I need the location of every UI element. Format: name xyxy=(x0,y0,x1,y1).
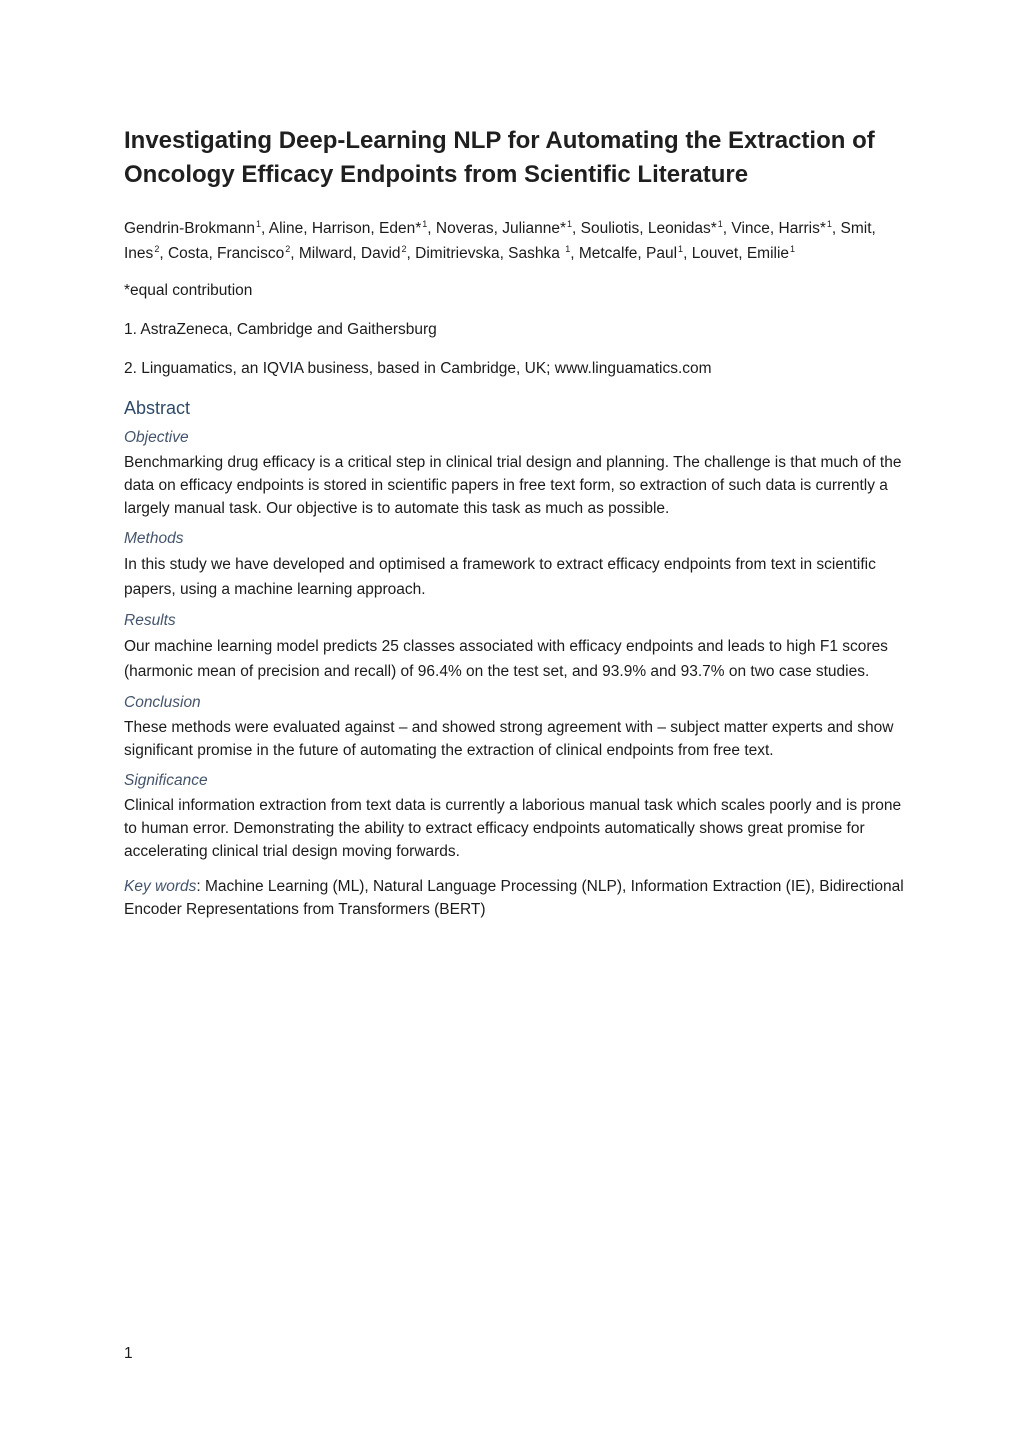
author-affiliation-mark: 2 xyxy=(285,244,291,254)
significance-text: Clinical information extraction from text data is currently a laborious manual task which scales poorly and is prone to human error. Demonstrating the ability to extract efficacy endpoints automatically shows great promise for accelerating clinical trial design moving forwards. xyxy=(124,797,902,860)
author-separator: , Aline, xyxy=(260,220,312,237)
author-affiliation-mark: 1 xyxy=(422,219,428,229)
conclusion-heading: Conclusion xyxy=(124,694,201,711)
paper-page xyxy=(124,124,904,921)
author-name: Milward, David xyxy=(298,245,401,262)
methods-heading: Methods xyxy=(124,530,184,547)
author-separator: , xyxy=(406,245,416,262)
author-name: Metcalfe, Paul xyxy=(578,245,678,262)
keywords-text: : Machine Learning (ML), Natural Language Processing (NLP), Information Extraction (IE), Bidirectional Encoder Representations from Transformers (BERT) xyxy=(124,878,904,918)
affiliation-1: 1. AstraZeneca, Cambridge and Gaithersburg xyxy=(124,321,437,338)
author-name: Noveras, Julianne* xyxy=(435,220,566,237)
objective-text: Benchmarking drug efficacy is a critical step in clinical trial design and planning. The challenge is that much of the data on efficacy endpoints is stored in scientific papers in free text form, so extraction of such data is currently a largely manual task. Our objective is to automate this task as much as possible. xyxy=(124,454,902,517)
author-name: Gendrin-Brokmann xyxy=(124,220,255,237)
author-name: Louvet, Emilie xyxy=(691,245,790,262)
keywords xyxy=(124,875,904,921)
conclusion-text: These methods were evaluated against – and showed strong agreement with – subject matter experts and show significant promise in the future of automating the extraction of clinical endpoints from free text. xyxy=(124,719,894,759)
author-affiliation-mark: 1 xyxy=(565,244,571,254)
author-list xyxy=(124,216,904,266)
methods-text: In this study we have developed and optimised a framework to extract efficacy endpoints from text in scientific papers, using a machine learning approach. xyxy=(124,556,876,598)
author-affiliation-mark: 1 xyxy=(790,244,796,254)
author-separator: , xyxy=(572,220,581,237)
author-separator: , xyxy=(290,245,299,262)
author-separator: , xyxy=(427,220,436,237)
abstract-heading: Abstract xyxy=(124,398,191,418)
author-name: Harrison, Eden* xyxy=(311,220,422,237)
author-name: Souliotis, Leonidas* xyxy=(580,220,717,237)
page-number: 1 xyxy=(124,1345,133,1362)
author-separator: , xyxy=(722,220,732,237)
author-separator: , xyxy=(570,245,579,262)
author-affiliation-mark: 1 xyxy=(566,219,572,229)
author-affiliation-mark: 2 xyxy=(154,244,160,254)
author-name: Dimitrievska, Sashka xyxy=(415,245,565,262)
affiliation-2: 2. Linguamatics, an IQVIA business, based in Cambridge, UK; www.linguamatics.com xyxy=(124,360,712,377)
significance-heading: Significance xyxy=(124,772,208,789)
author-affiliation-mark: 1 xyxy=(255,219,261,229)
objective-heading: Objective xyxy=(124,429,189,446)
paper-title: Investigating Deep-Learning NLP for Automating the Extraction of Oncology Efficacy Endpoints from Scientific Literature xyxy=(124,127,875,188)
author-separator: , xyxy=(683,245,692,262)
author-name: Smit, Ines xyxy=(124,220,876,262)
author-separator: , xyxy=(831,220,841,237)
author-affiliation-mark: 1 xyxy=(826,219,832,229)
results-text: Our machine learning model predicts 25 classes associated with efficacy endpoints and leads to high F1 scores (harmonic mean of precision and recall) of 96.4% on the test set, and 93.9% and 93.7% on two case studies. xyxy=(124,638,888,680)
keywords-label: Key words xyxy=(124,878,197,895)
results-heading: Results xyxy=(124,612,176,629)
author-affiliation-mark: 1 xyxy=(717,219,723,229)
author-affiliation-mark: 1 xyxy=(678,244,684,254)
author-affiliation-mark: 2 xyxy=(401,244,407,254)
equal-contribution-note: *equal contribution xyxy=(124,282,253,299)
author-name: Vince, Harris* xyxy=(731,220,826,237)
author-name: Costa, Francisco xyxy=(167,245,285,262)
author-separator: , xyxy=(159,245,168,262)
